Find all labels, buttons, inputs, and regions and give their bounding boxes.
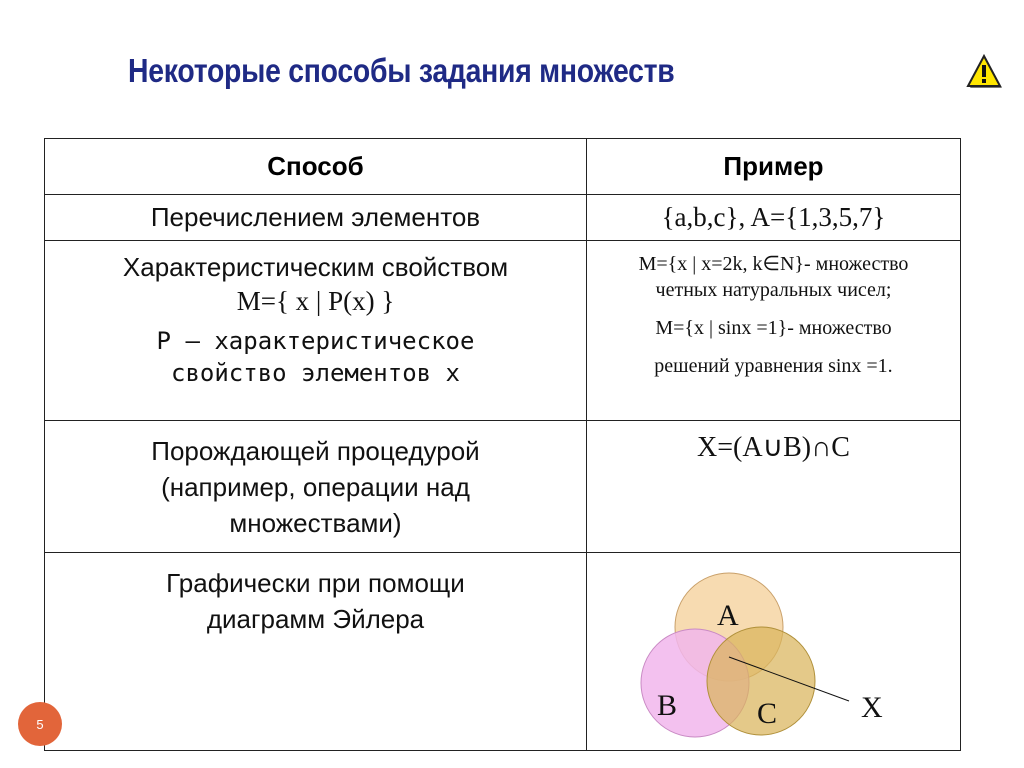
example-enumeration: {a,b,c}, A={1,3,5,7} <box>661 202 886 232</box>
method-graphic: Графически при помощи <box>166 568 465 598</box>
example-sin-equation-cont: решений уравнения sinx =1. <box>654 355 893 377</box>
table-row <box>45 421 961 553</box>
methods-table <box>44 138 961 751</box>
property-note-line1: P – характеристическое <box>156 327 475 355</box>
example-set-expression: X=(A∪B)∩C <box>697 432 850 463</box>
page-title: Некоторые способы задания множеств <box>128 52 675 89</box>
venn-label-b: B <box>657 689 678 722</box>
table-row <box>45 241 961 421</box>
cell-method-enumeration <box>45 195 587 241</box>
cell-example-enumeration <box>587 195 961 241</box>
table-row <box>45 553 961 751</box>
method-enumeration: Перечислением элементов <box>150 202 481 232</box>
property-formula: M={ x | P(x) } <box>236 286 395 316</box>
method-procedure-note: (например, операции над <box>161 472 470 502</box>
property-note-line2: свойство элементов x <box>171 359 460 387</box>
header-example: Пример <box>587 139 961 195</box>
example-sin-equation: M={x | sinx =1}- множество <box>655 317 892 339</box>
cell-method-procedure <box>45 421 587 553</box>
venn-label-x: X <box>861 691 883 724</box>
method-procedure: Порождающей процедурой <box>151 436 480 466</box>
cell-example-property <box>587 241 961 421</box>
example-even-numbers-cont: четных натуральных чисел; <box>655 279 892 301</box>
table-row <box>45 195 961 241</box>
header-method: Способ <box>45 139 587 195</box>
cell-method-property <box>45 241 587 421</box>
warning-icon <box>964 52 1004 92</box>
method-procedure-note-cont: множествами) <box>229 508 402 538</box>
cell-method-graphic <box>45 553 587 751</box>
venn-label-c: C <box>757 697 778 730</box>
method-graphic-cont: диаграмм Эйлера <box>206 604 425 634</box>
venn-label-a: A <box>717 599 739 632</box>
slide-number-badge: 5 <box>18 702 62 746</box>
cell-example-procedure <box>587 421 961 553</box>
venn-diagram <box>587 553 959 749</box>
table-header-row <box>45 139 961 195</box>
cell-example-venn <box>587 553 961 751</box>
method-property: Характеристическим свойством <box>122 252 509 282</box>
example-even-numbers: M={x | x=2k, k∈N}- множество <box>638 253 909 275</box>
